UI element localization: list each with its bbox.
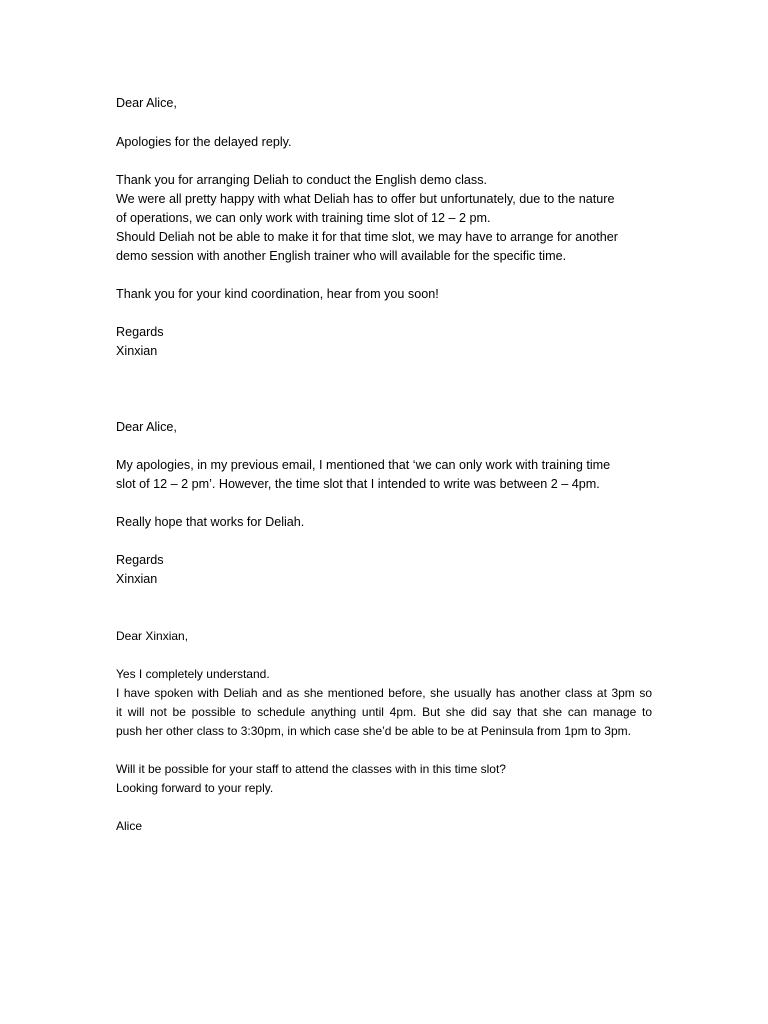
email-1-body-line: We were all pretty happy with what Deliah has to offer but unfortunately, due to the nature bbox=[116, 192, 615, 206]
email-1-signature: Xinxian bbox=[116, 344, 158, 358]
email-2-signature: Xinxian bbox=[116, 572, 158, 586]
email-3-body-line: it will not be possible to schedule anything until 4pm. But she did say that she can manage to bbox=[116, 705, 652, 719]
email-3-body-line: Will it be possible for your staff to attend the classes with in this time slot? bbox=[116, 762, 506, 776]
email-3-body-line: Looking forward to your reply. bbox=[116, 781, 274, 795]
email-2-greeting: Dear Alice, bbox=[116, 420, 177, 434]
email-3-signature: Alice bbox=[116, 819, 143, 833]
email-3-body-line: push her other class to 3:30pm, in which case she’d be able to be at Peninsula from 1pm to 3pm. bbox=[116, 724, 631, 738]
email-3-body-line: I have spoken with Deliah and as she mentioned before, she usually has another class at 3pm so bbox=[116, 686, 652, 700]
email-2-closing: Regards bbox=[116, 553, 164, 567]
email-3-body-line: Yes I completely understand. bbox=[116, 667, 270, 681]
email-2-body-line: My apologies, in my previous email, I mentioned that ‘we can only work with training time bbox=[116, 458, 611, 472]
email-2-body-line: Really hope that works for Deliah. bbox=[116, 515, 305, 529]
email-1-body-line: Thank you for arranging Deliah to conduct the English demo class. bbox=[116, 173, 488, 187]
email-1-body-line: Thank you for your kind coordination, hear from you soon! bbox=[116, 287, 439, 301]
email-1-closing: Regards bbox=[116, 325, 164, 339]
email-1-body-line: demo session with another English trainer who will available for the specific time. bbox=[116, 249, 567, 263]
email-3-greeting: Dear Xinxian, bbox=[116, 629, 189, 643]
email-2-body-line: slot of 12 – 2 pm’. However, the time slot that I intended to write was between 2 – 4pm. bbox=[116, 477, 600, 491]
email-1-body-line: Should Deliah not be able to make it for that time slot, we may have to arrange for another bbox=[116, 230, 618, 244]
email-1-body-line: Apologies for the delayed reply. bbox=[116, 135, 292, 149]
email-1-body-line: of operations, we can only work with training time slot of 12 – 2 pm. bbox=[116, 211, 491, 225]
email-1-greeting: Dear Alice, bbox=[116, 96, 177, 110]
